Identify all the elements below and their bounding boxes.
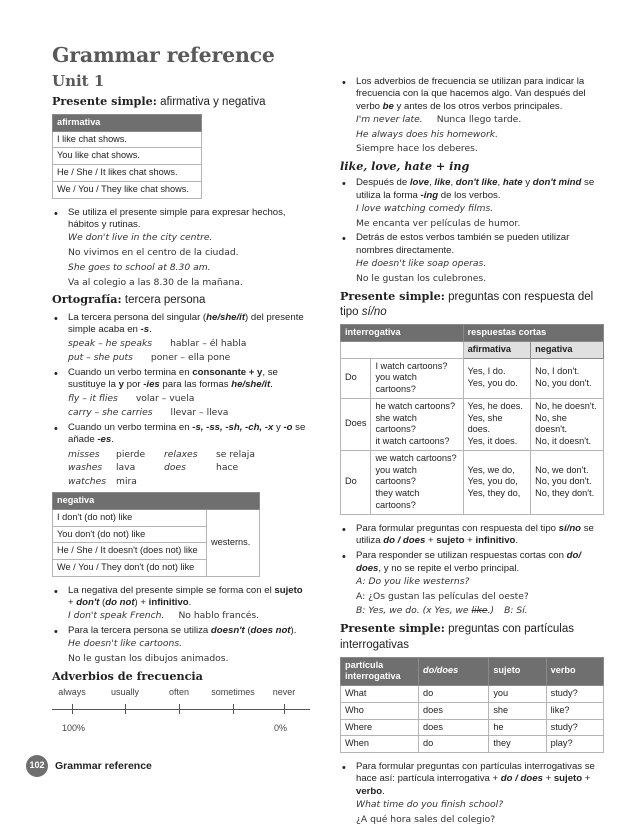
- text: do / does: [500, 773, 543, 785]
- table-row: [341, 358, 604, 398]
- section-title-rest: preguntas con partículas interrogativas: [340, 623, 575, 651]
- verb-es: se relaja: [216, 448, 255, 460]
- text: he/she/it: [231, 379, 271, 391]
- text: -ing: [420, 189, 439, 201]
- table-cell: like?: [546, 702, 603, 719]
- scale-tick: [179, 704, 180, 714]
- text: se utiliza la forma: [356, 177, 595, 201]
- page-number-badge: 102: [26, 755, 48, 777]
- text: don't: [76, 597, 100, 609]
- bullet-list: [340, 761, 606, 825]
- text: do / does: [383, 534, 426, 546]
- afirmativa-header: afirmativa: [53, 114, 202, 131]
- cell-line: Yes, she does.: [467, 412, 503, 435]
- cell-line: Yes, it does.: [467, 436, 518, 447]
- table-cell: study?: [546, 686, 603, 703]
- text: -s: [140, 324, 150, 336]
- example-es: Nunca llego tarde.: [436, 113, 522, 125]
- text: +: [582, 773, 591, 785]
- text: y: [118, 379, 125, 391]
- text: +: [68, 597, 77, 609]
- scale-tick: [72, 704, 73, 714]
- example-en: He doesn't like cartoons.: [68, 638, 183, 650]
- section-presente-simple-heading: [52, 94, 310, 110]
- cell-line: he watch cartoons?: [375, 400, 456, 411]
- example-en: carry – she carries: [68, 407, 153, 419]
- affirmative-cell: [463, 398, 531, 450]
- empty-subheader: [341, 341, 464, 358]
- text: sujeto: [436, 534, 465, 546]
- example-pair: [68, 393, 310, 405]
- table-row: [341, 450, 604, 514]
- table-cell: study?: [546, 719, 603, 736]
- text: ,: [450, 177, 456, 189]
- example-es: hablar – él habla: [170, 337, 247, 349]
- section-title-bold: Presente simple:: [340, 621, 445, 636]
- section-title-bold: Ortografía:: [52, 292, 122, 307]
- cell-line: Yes, he does.: [467, 400, 523, 411]
- table-row: You like chat shows.: [53, 148, 202, 165]
- cell-line: Yes, I do.: [467, 366, 506, 377]
- text: y: [522, 177, 533, 189]
- list-item: [52, 367, 310, 419]
- text: Cuando un verbo termina en: [68, 422, 193, 434]
- text: -ies: [143, 379, 160, 391]
- list-item: [340, 177, 606, 229]
- affirmative-cell: [463, 450, 531, 514]
- text: B: Sí.: [504, 605, 528, 617]
- table-cell: do: [419, 686, 489, 703]
- list-item: [52, 312, 310, 364]
- table-row: You don't (do not) like: [53, 526, 207, 543]
- text: (: [244, 625, 251, 637]
- bullet-list: [340, 76, 606, 155]
- question-cell: [371, 398, 463, 450]
- aux-cell: Do: [341, 358, 371, 398]
- table-cell: does: [419, 719, 489, 736]
- text: La tercera persona del singular (: [68, 312, 207, 324]
- table-row: [341, 398, 604, 450]
- cell-line: we watch cartoons?: [375, 452, 457, 463]
- example-en: We don't live in the city centre.: [68, 232, 213, 244]
- table-row: He / She / It doesn't (does not) like: [53, 543, 207, 560]
- text: ) del presente simple acaba en: [68, 312, 304, 336]
- text: love: [409, 177, 430, 189]
- cell-line: I watch cartoons?: [375, 360, 448, 371]
- section-like-love-heading: like, love, hate + ing: [340, 159, 470, 174]
- verb-en: [164, 476, 216, 488]
- text: para las formas: [159, 379, 232, 391]
- text: do not: [105, 597, 135, 609]
- example-en: She goes to school at 8.30 am.: [68, 261, 211, 273]
- cell-line: they watch cartoons?: [375, 488, 420, 510]
- text: sí/no: [558, 522, 582, 534]
- example-pair: [68, 338, 310, 350]
- text: doesn't: [210, 625, 245, 637]
- table-cell: play?: [546, 736, 603, 753]
- bullet-list: [52, 585, 310, 665]
- list-item: [52, 422, 310, 488]
- table-cell: do: [419, 736, 489, 753]
- cell-line: Yes, you do,: [467, 476, 518, 487]
- text: infinitivo: [148, 597, 189, 609]
- cell-line: No, you don't.: [535, 378, 592, 389]
- section-particulas-heading: [340, 621, 606, 652]
- example-es: Siempre hace los deberes.: [356, 143, 478, 155]
- strikethrough-text: like: [471, 605, 488, 617]
- table-row: [341, 719, 604, 736]
- yes-no-questions-table: [340, 324, 604, 515]
- text: se utiliza: [356, 522, 594, 546]
- verb-es: [216, 476, 266, 488]
- example-es: Va al colegio a las 8.30 de la mañana.: [68, 276, 243, 288]
- text: , se sustituye la: [68, 367, 278, 391]
- cell-line: you watch cartoons?: [375, 372, 417, 395]
- text: por: [124, 379, 144, 391]
- section-title-rest: tercera persona: [121, 294, 206, 307]
- aux-cell: Does: [341, 398, 371, 450]
- example-es: llevar – lleva: [170, 407, 229, 419]
- example-pair: [68, 610, 310, 622]
- example-es: No vivimos en el centro de la ciudad.: [68, 247, 239, 259]
- table-cell: Who: [341, 702, 419, 719]
- list-item: [52, 585, 310, 622]
- page-title: Grammar reference: [52, 43, 275, 67]
- example-en: He always does his homework.: [356, 128, 499, 140]
- text: .): [487, 605, 495, 617]
- list-item: [340, 76, 606, 155]
- bullet-list: [52, 312, 310, 488]
- example-en: I'm never late.: [356, 113, 423, 125]
- freq-word: often: [168, 687, 190, 698]
- verb-en: washes: [68, 462, 103, 474]
- text: consonante + y: [192, 367, 263, 379]
- table-row: [341, 736, 604, 753]
- text: +: [542, 773, 554, 785]
- frequency-scale: [52, 687, 310, 745]
- table-row: I don't (do not) like: [53, 509, 207, 526]
- text: ,: [497, 177, 503, 189]
- text: y antes de los otros verbos principales.: [393, 100, 563, 112]
- example-en: A: Do you like westerns?: [356, 575, 470, 587]
- text: does not: [250, 625, 291, 637]
- scale-tick: [284, 704, 285, 714]
- footer-text: Grammar reference: [55, 760, 152, 772]
- bullet-list: [340, 177, 606, 284]
- cell-line: No, she doesn't.: [535, 412, 568, 435]
- column-header: partícula interrogativa: [341, 657, 419, 686]
- negativa-object: westerns.: [207, 509, 260, 576]
- example-en: What time do you finish school?: [356, 798, 504, 810]
- freq-word: usually: [110, 687, 140, 698]
- cell-line: No, we don't.: [535, 464, 589, 475]
- cell-line: No, I don't.: [535, 366, 580, 377]
- section-title-bold: Presente simple:: [52, 94, 157, 109]
- section-title-rest: afirmativa y negativa: [156, 96, 266, 109]
- example-es: poner – ella pone: [150, 352, 231, 364]
- table-cell: they: [489, 736, 546, 753]
- text: Los adverbios de frecuencia se utilizan para indicar la frecuencia con la que hacemos algo. Van después del verbo: [356, 76, 586, 112]
- text: like: [434, 177, 451, 189]
- verb-grid: [68, 449, 310, 488]
- text: .: [515, 534, 519, 546]
- freq-word: always: [58, 687, 86, 698]
- section-title-rest: preguntas con respuesta del tipo: [340, 290, 594, 319]
- text: Para formular preguntas con partículas interrogativas se hace así: partícula interrogativa +: [356, 761, 595, 785]
- text: sujeto: [553, 773, 583, 785]
- table-row: He / She / It likes chat shows.: [53, 165, 202, 182]
- text: ).: [290, 625, 297, 637]
- table-cell: you: [489, 686, 546, 703]
- example-es: volar – vuela: [135, 392, 195, 404]
- negativa-subheader: negativa: [531, 341, 604, 358]
- list-item: [52, 207, 310, 289]
- text: Cuando un verbo termina en: [68, 367, 193, 379]
- text: don't mind: [532, 177, 582, 189]
- cell-line: Yes, you do.: [467, 378, 518, 389]
- verb-en: watches: [68, 476, 107, 488]
- affirmative-cell: [463, 358, 531, 398]
- example-es: No hablo francés.: [178, 610, 260, 622]
- verb-en: does: [164, 462, 186, 474]
- section-ortografia-heading: [52, 292, 310, 308]
- afirmativa-subheader: afirmativa: [463, 341, 531, 358]
- example-en: I don't speak French.: [68, 610, 165, 622]
- text: .: [111, 434, 114, 446]
- text: , y no se repite el verbo principal.: [378, 562, 520, 574]
- table-row: [341, 702, 604, 719]
- cell-line: Yes, we do,: [467, 464, 515, 475]
- example-pair: [68, 352, 310, 364]
- list-item: [340, 550, 606, 617]
- text: be: [382, 100, 394, 112]
- cell-line: No, they don't.: [535, 488, 595, 499]
- text: he/she/it: [206, 312, 246, 324]
- example-en: He doesn't like soap operas.: [356, 258, 487, 270]
- table-cell: she: [489, 702, 546, 719]
- question-cell: [371, 450, 463, 514]
- text: La negativa del presente simple se forma con el: [68, 584, 275, 596]
- section-title-bold: Presente simple:: [340, 288, 445, 303]
- scale-tick: [125, 704, 126, 714]
- table-row: I like chat shows.: [53, 131, 202, 148]
- text: .: [270, 379, 273, 391]
- scale-left-percent: 100%: [62, 723, 86, 734]
- example-es: Me encanta ver películas de humor.: [356, 217, 521, 229]
- text: .: [188, 597, 192, 609]
- cell-line: you watch cartoons?: [375, 464, 417, 487]
- text: +: [464, 534, 476, 546]
- example-es: A: ¿Os gustan las películas del oeste?: [356, 590, 529, 602]
- table-row: [341, 686, 604, 703]
- list-item: [52, 625, 310, 665]
- example-en: fly – it flies: [68, 392, 118, 404]
- section-title-italic: sí/no: [361, 306, 387, 319]
- respuestas-header: respuestas cortas: [463, 324, 603, 341]
- cell-line: No, you don't.: [535, 476, 592, 487]
- list-item: [340, 761, 606, 825]
- example-pair: [356, 114, 606, 126]
- example-en: speak – he speaks: [68, 337, 153, 349]
- column-header: verbo: [546, 657, 603, 686]
- text: don't like: [455, 177, 498, 189]
- negativa-table: [52, 492, 260, 577]
- table-cell: he: [489, 719, 546, 736]
- text: .: [149, 324, 152, 336]
- section-preguntas-si-no-heading: [340, 289, 606, 320]
- negative-cell: [531, 450, 604, 514]
- example-es: ¿A qué hora sales del colegio?: [356, 813, 496, 825]
- cell-line: Yes, they do,: [467, 488, 521, 499]
- text: Para formular preguntas con respuesta del tipo: [356, 522, 559, 534]
- text: ,: [429, 177, 435, 189]
- text: se añade: [68, 422, 306, 446]
- text: -s, -ss, -sh, -ch, -x: [192, 422, 274, 434]
- text: Detrás de estos verbos también se pueden utilizar nombres directamente.: [356, 232, 570, 256]
- bullet-text: Se utiliza el presente simple para expresar hechos, hábitos y rutinas.: [68, 206, 286, 230]
- table-cell: Where: [341, 719, 419, 736]
- example-pair: [68, 407, 310, 419]
- freq-word: never: [272, 687, 296, 698]
- text: infinitivo: [475, 534, 516, 546]
- unit-heading: Unit 1: [52, 72, 105, 90]
- question-cell: [371, 358, 463, 398]
- verb-es: lava: [116, 462, 136, 474]
- text: sujeto: [274, 584, 303, 596]
- table-row: We / You / They like chat shows.: [53, 181, 202, 198]
- example-es: No le gustan los culebrones.: [356, 272, 487, 284]
- scale-tick: [233, 704, 234, 714]
- example-en: [356, 605, 606, 617]
- bullet-list: [52, 207, 310, 289]
- aux-cell: Do: [341, 450, 371, 514]
- negative-cell: [531, 358, 604, 398]
- cell-line: No, it doesn't.: [535, 436, 592, 447]
- verb-es: pierde: [116, 448, 146, 460]
- text: Para responder se utilizan respuestas cortas con: [356, 550, 567, 562]
- verb-en: relaxes: [164, 448, 198, 460]
- right-column: [340, 76, 606, 829]
- section-adverbios-heading: Adverbios de frecuencia: [52, 668, 203, 683]
- scale-right-percent: 0%: [274, 723, 288, 734]
- text: .: [382, 785, 385, 797]
- text: verbo: [356, 785, 383, 797]
- negativa-header: negativa: [53, 493, 260, 510]
- text: B: Yes, we do. (x Yes, we: [356, 605, 472, 617]
- text: -o: [283, 422, 293, 434]
- interrogativa-header: interrogativa: [341, 324, 464, 341]
- text: Después de: [356, 177, 410, 189]
- wh-questions-table: [340, 657, 604, 754]
- text: hate: [502, 177, 523, 189]
- text: (: [99, 597, 106, 609]
- table-cell: What: [341, 686, 419, 703]
- cell-line: No, he doesn't.: [535, 400, 597, 411]
- bullet-list: [340, 523, 606, 617]
- verb-es: hace: [216, 462, 239, 474]
- freq-word: sometimes: [211, 687, 255, 698]
- verb-en: misses: [68, 448, 100, 460]
- text: +: [425, 534, 437, 546]
- column-header: sujeto: [489, 657, 546, 686]
- table-cell: does: [419, 702, 489, 719]
- left-column: [52, 72, 310, 745]
- list-item: [340, 232, 606, 284]
- cell-line: it watch cartoons?: [375, 436, 450, 447]
- cell-line: she watch cartoons?: [375, 412, 417, 435]
- negative-cell: [531, 398, 604, 450]
- text: y: [273, 422, 284, 434]
- text: de los verbos.: [438, 189, 501, 201]
- scale-line: [52, 709, 310, 710]
- table-row: We / You / They don't (do not) like: [53, 560, 207, 577]
- column-header: do/does: [419, 657, 489, 686]
- table-cell: When: [341, 736, 419, 753]
- afirmativa-table: [52, 114, 202, 199]
- text: ) +: [134, 597, 149, 609]
- verb-es: mira: [116, 476, 137, 488]
- text: do/ does: [356, 550, 582, 574]
- text: Para la tercera persona se utiliza: [68, 625, 211, 637]
- list-item: [340, 523, 606, 548]
- text: -es: [97, 434, 112, 446]
- example-es: No le gustan los dibujos animados.: [68, 653, 229, 665]
- example-en: put – she puts: [68, 352, 133, 364]
- example-en: I love watching comedy films.: [356, 202, 494, 214]
